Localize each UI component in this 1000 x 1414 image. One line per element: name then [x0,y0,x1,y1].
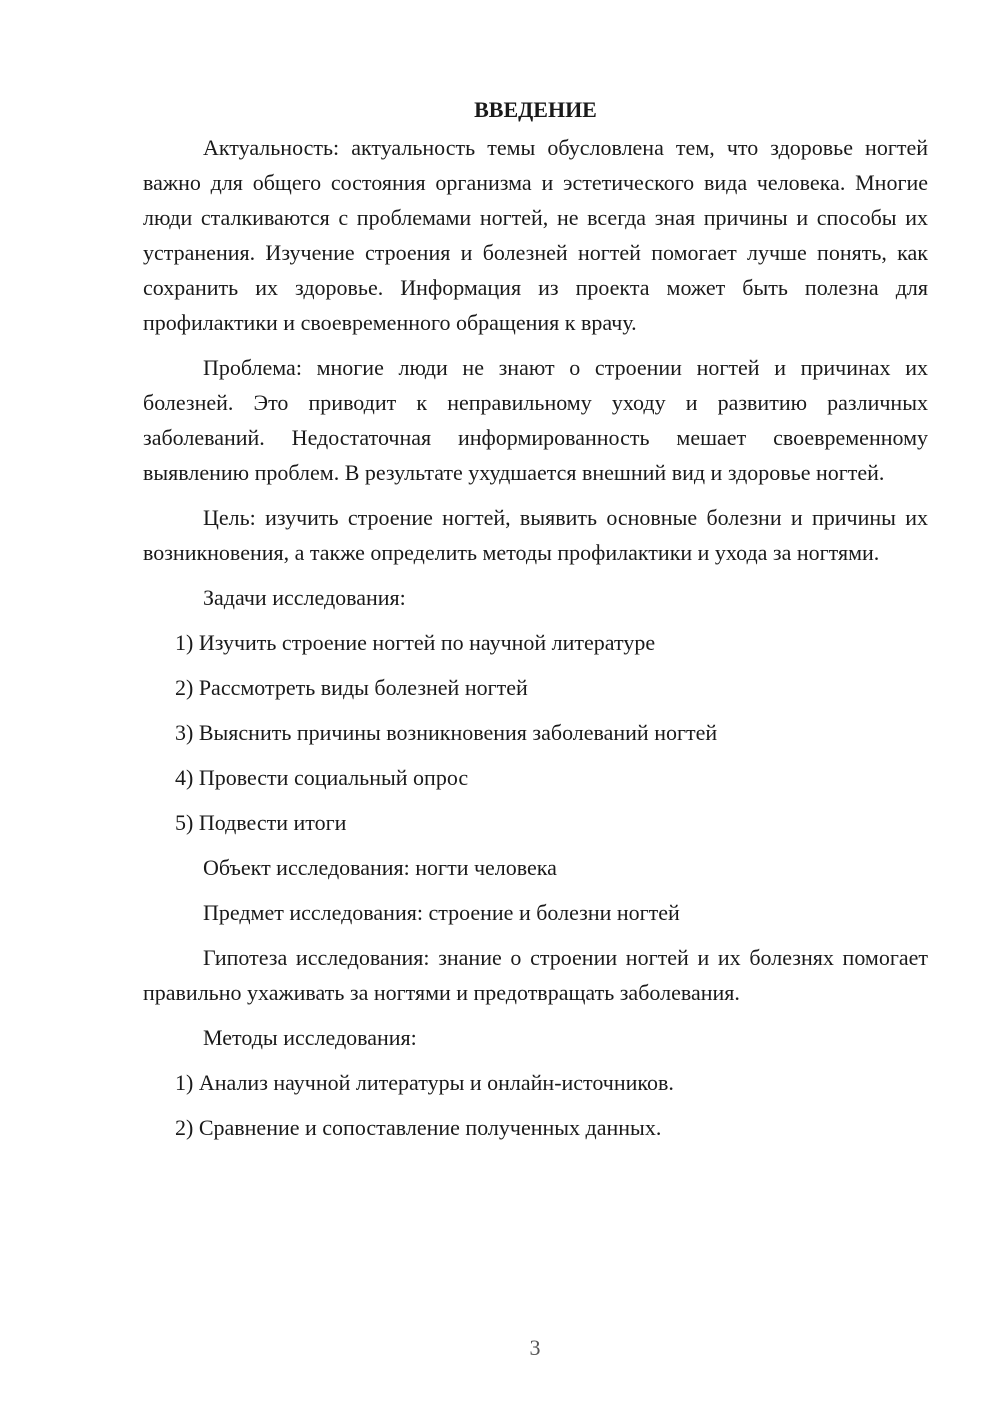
list-item: 4) Провести социальный опрос [175,765,469,790]
list-item: 5) Подвести итоги [175,810,347,835]
list-item: 2) Рассмотреть виды болезней ногтей [175,675,528,700]
methods-heading: Методы исследования: [203,1025,417,1050]
tasks-heading: Задачи исследования: [203,585,406,610]
list-item: 1) Изучить строение ногтей по научной литературе [175,630,656,655]
document-page [143,96,928,1145]
paragraph-hypothesis: Гипотеза исследования: знание о строении ногтей и их болезнях помогает правильно ухаживать за ногтями и предотвращать заболевания. [143,945,928,1005]
paragraph-problem: Проблема: многие люди не знают о строении ногтей и причинах их болезней. Это приводит к неправильному уходу и развитию различных заболеваний. Недостаточная информированность мешает своевременному выявлению проблем. В результате ухудшается внешний вид и здоровье ногтей. [143,355,928,485]
paragraph-subject: Предмет исследования: строение и болезни ногтей [203,900,680,925]
tasks-list [143,625,928,840]
paragraph-object: Объект исследования: ногти человека [203,855,557,880]
list-item: 2) Сравнение и сопоставление полученных данных. [175,1115,662,1140]
page-number: 3 [529,1335,541,1360]
paragraph-goal: Цель: изучить строение ногтей, выявить основные болезни и причины их возникновения, а также определить методы профилактики и ухода за ногтями. [143,505,928,565]
methods-list [143,1065,928,1145]
list-item: 3) Выяснить причины возникновения заболеваний ногтей [175,720,718,745]
list-item: 1) Анализ научной литературы и онлайн-источников. [175,1070,674,1095]
page-title: ВВЕДЕНИЕ [474,97,597,122]
paragraph-relevance: Актуальность: актуальность темы обусловлена тем, что здоровье ногтей важно для общего состояния организма и эстетического вида человека. Многие люди сталкиваются с проблемами ногтей, не всегда зная причины и способы их устранения. Изучение строения и болезней ногтей помогает лучше понять, как сохранить их здоровье. Информация из проекта может быть полезна для профилактики и своевременного обращения к врачу. [143,135,928,335]
